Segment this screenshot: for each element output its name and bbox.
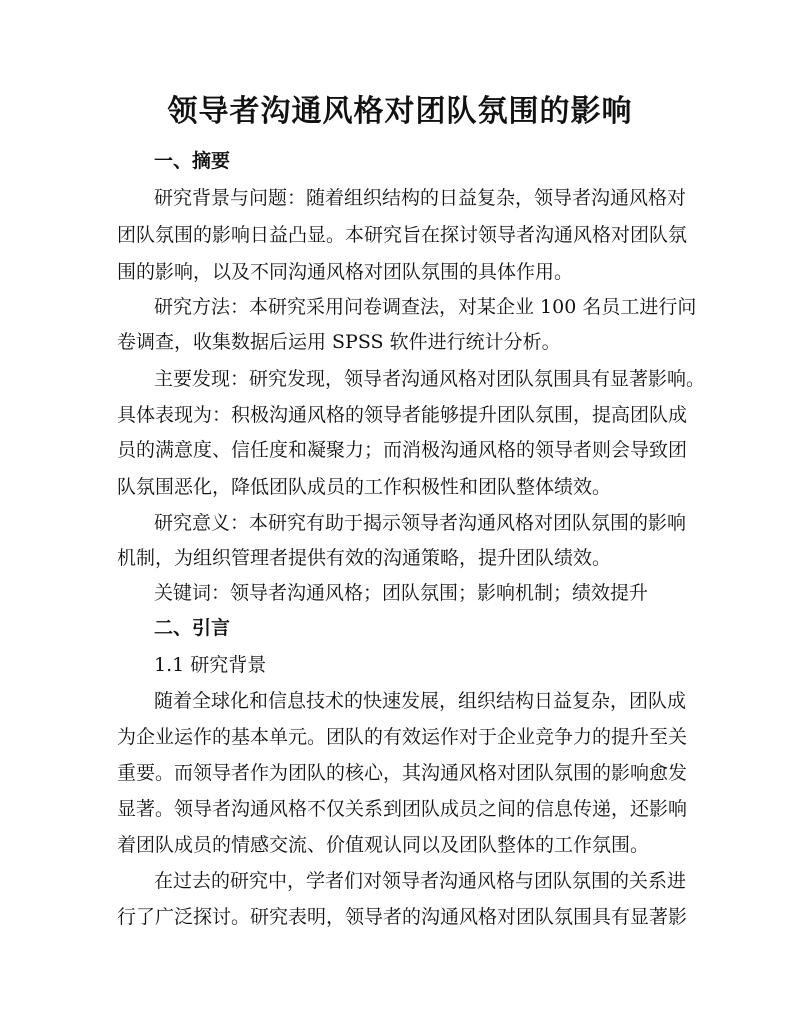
abstract-significance-line: 机制，为组织管理者提供有效的沟通策略，提升团队绩效。 (117, 547, 612, 569)
document-title: 领导者沟通风格对团队氛围的影响 (167, 94, 633, 129)
abstract-findings-line: 员的满意度、信任度和凝聚力；而消极沟通风格的领导者则会导致团 (117, 439, 688, 461)
abstract-findings-line: 具体表现为：积极沟通风格的领导者能够提升团队氛围，提高团队成 (117, 404, 688, 426)
keywords-line: 关键词：领导者沟通风格；团队氛围；影响机制；绩效提升 (154, 582, 649, 604)
intro-paragraph-line: 在过去的研究中，学者们对领导者沟通风格与团队氛围的关系进 (154, 870, 687, 892)
intro-heading: 二、引言 (154, 617, 231, 639)
abstract-background-line: 研究背景与问题：随着组织结构的日益复杂，领导者沟通风格对 (154, 187, 687, 209)
intro-paragraph-line: 随着全球化和信息技术的快速发展，组织结构日益复杂，团队成 (154, 690, 687, 712)
subsection-heading: 1.1 研究背景 (154, 654, 267, 676)
abstract-background-line: 围的影响，以及不同沟通风格对团队氛围的具体作用。 (117, 261, 574, 283)
abstract-findings-line: 主要发现：研究发现，领导者沟通风格对团队氛围具有显著影响。 (154, 368, 706, 390)
intro-paragraph-line: 行了广泛探讨。研究表明，领导者的沟通风格对团队氛围具有显著影 (117, 906, 688, 928)
abstract-heading: 一、摘要 (154, 150, 231, 172)
abstract-background-line: 团队氛围的影响日益凸显。本研究旨在探讨领导者沟通风格对团队氛 (117, 224, 688, 246)
abstract-method-line: 研究方法：本研究采用问卷调查法，对某企业 100 名员工进行问 (154, 296, 697, 318)
intro-paragraph-line: 重要。而领导者作为团队的核心，其沟通风格对团队氛围的影响愈发 (117, 762, 688, 784)
intro-paragraph-line: 显著。领导者沟通风格不仅关系到团队成员之间的信息传递，还影响 (117, 798, 688, 820)
intro-paragraph-line: 为企业运作的基本单元。团队的有效运作对于企业竞争力的提升至关 (117, 726, 688, 748)
intro-paragraph-line: 着团队成员的情感交流、价值观认同以及团队整体的工作氛围。 (117, 834, 650, 856)
abstract-findings-line: 队氛围恶化，降低团队成员的工作积极性和团队整体绩效。 (117, 476, 612, 498)
abstract-method-line: 卷调查，收集数据后运用 SPSS 软件进行统计分析。 (117, 331, 561, 353)
abstract-significance-line: 研究意义：本研究有助于揭示领导者沟通风格对团队氛围的影响 (154, 512, 687, 534)
